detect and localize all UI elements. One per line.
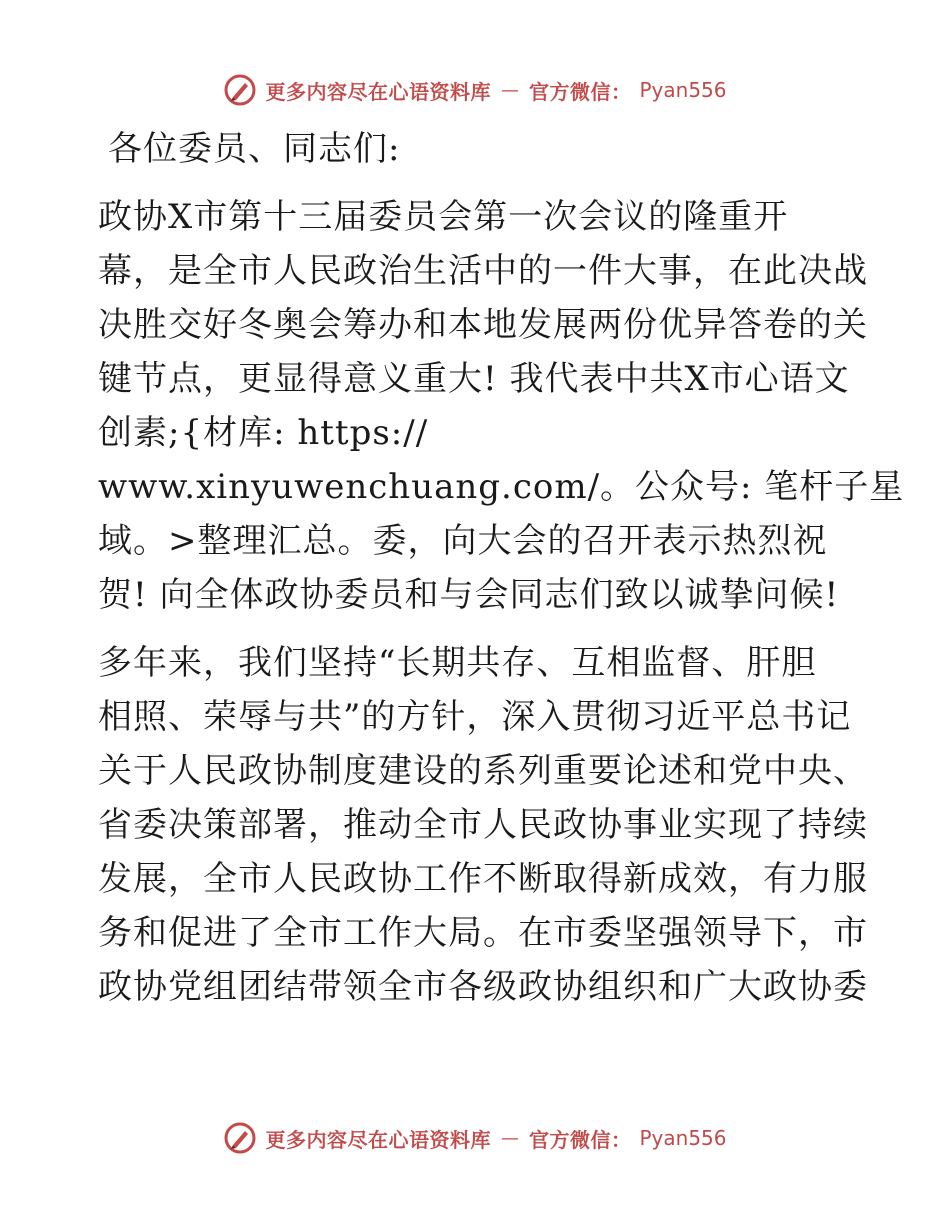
paragraph-line: 创素;{材库: https:// [98, 413, 429, 453]
banner-separator: — [500, 1127, 519, 1149]
banner-separator: — [500, 79, 519, 101]
paragraph-line: 政协X市第十三届委员会第一次会议的隆重开 [98, 197, 789, 237]
banner-wechat-label: 官方微信： [528, 1127, 632, 1152]
banner-wechat-label: 官方微信： [528, 79, 632, 104]
banner-wechat-id: Pyan556 [639, 78, 727, 102]
paragraph-line: 务和促进了全市工作大局。在市委坚强领导下，市 [98, 913, 868, 953]
salutation-line: 各位委员、同志们: [108, 129, 401, 169]
paragraph-1 [98, 190, 905, 622]
paragraph-line: 关于人民政协制度建设的系列重要论述和党中央、 [98, 751, 868, 791]
paragraph-line: www.xinyuwenchuang.com/。公众号: 笔杆子星 [98, 467, 905, 507]
paragraph-line: 域。>整理汇总。委，向大会的召开表示热烈祝 [98, 521, 828, 561]
paragraph-2 [98, 636, 868, 1014]
paragraph-line: 政协党组团结带领全市各级政协组织和广大政协委 [98, 967, 868, 1007]
banner-text: 更多内容尽在心语资料库 [265, 1127, 491, 1152]
salutation [98, 122, 850, 176]
paragraph-line: 贺! 向全体政协委员和与会同志们致以诚挚问候! [98, 575, 840, 615]
paragraph-line: 决胜交好冬奥会筹办和本地发展两份优异答卷的关 [98, 305, 868, 345]
paragraph-line: 键节点，更显得意义重大! 我代表中共X市心语文 [98, 359, 850, 399]
paragraph-line: 幕，是全市人民政治生活中的一件大事，在此决战 [98, 251, 868, 291]
paragraph-line: 省委决策部署，推动全市人民政协事业实现了持续 [98, 805, 868, 845]
header-banner [0, 70, 950, 110]
paragraph-line: 多年来，我们坚持“长期共存、互相监督、肝胆 [98, 643, 817, 683]
footer-banner [0, 1118, 950, 1158]
pen-logo-icon [223, 73, 257, 107]
pen-logo-icon [223, 1121, 257, 1155]
banner-text: 更多内容尽在心语资料库 [265, 79, 491, 104]
banner-wechat-id: Pyan556 [639, 1126, 727, 1150]
paragraph-line: 发展，全市人民政协工作不断取得新成效，有力服 [98, 859, 868, 899]
paragraph-line: 相照、荣辱与共”的方针，深入贯彻习近平总书记 [98, 697, 852, 737]
document-body [98, 122, 905, 1014]
